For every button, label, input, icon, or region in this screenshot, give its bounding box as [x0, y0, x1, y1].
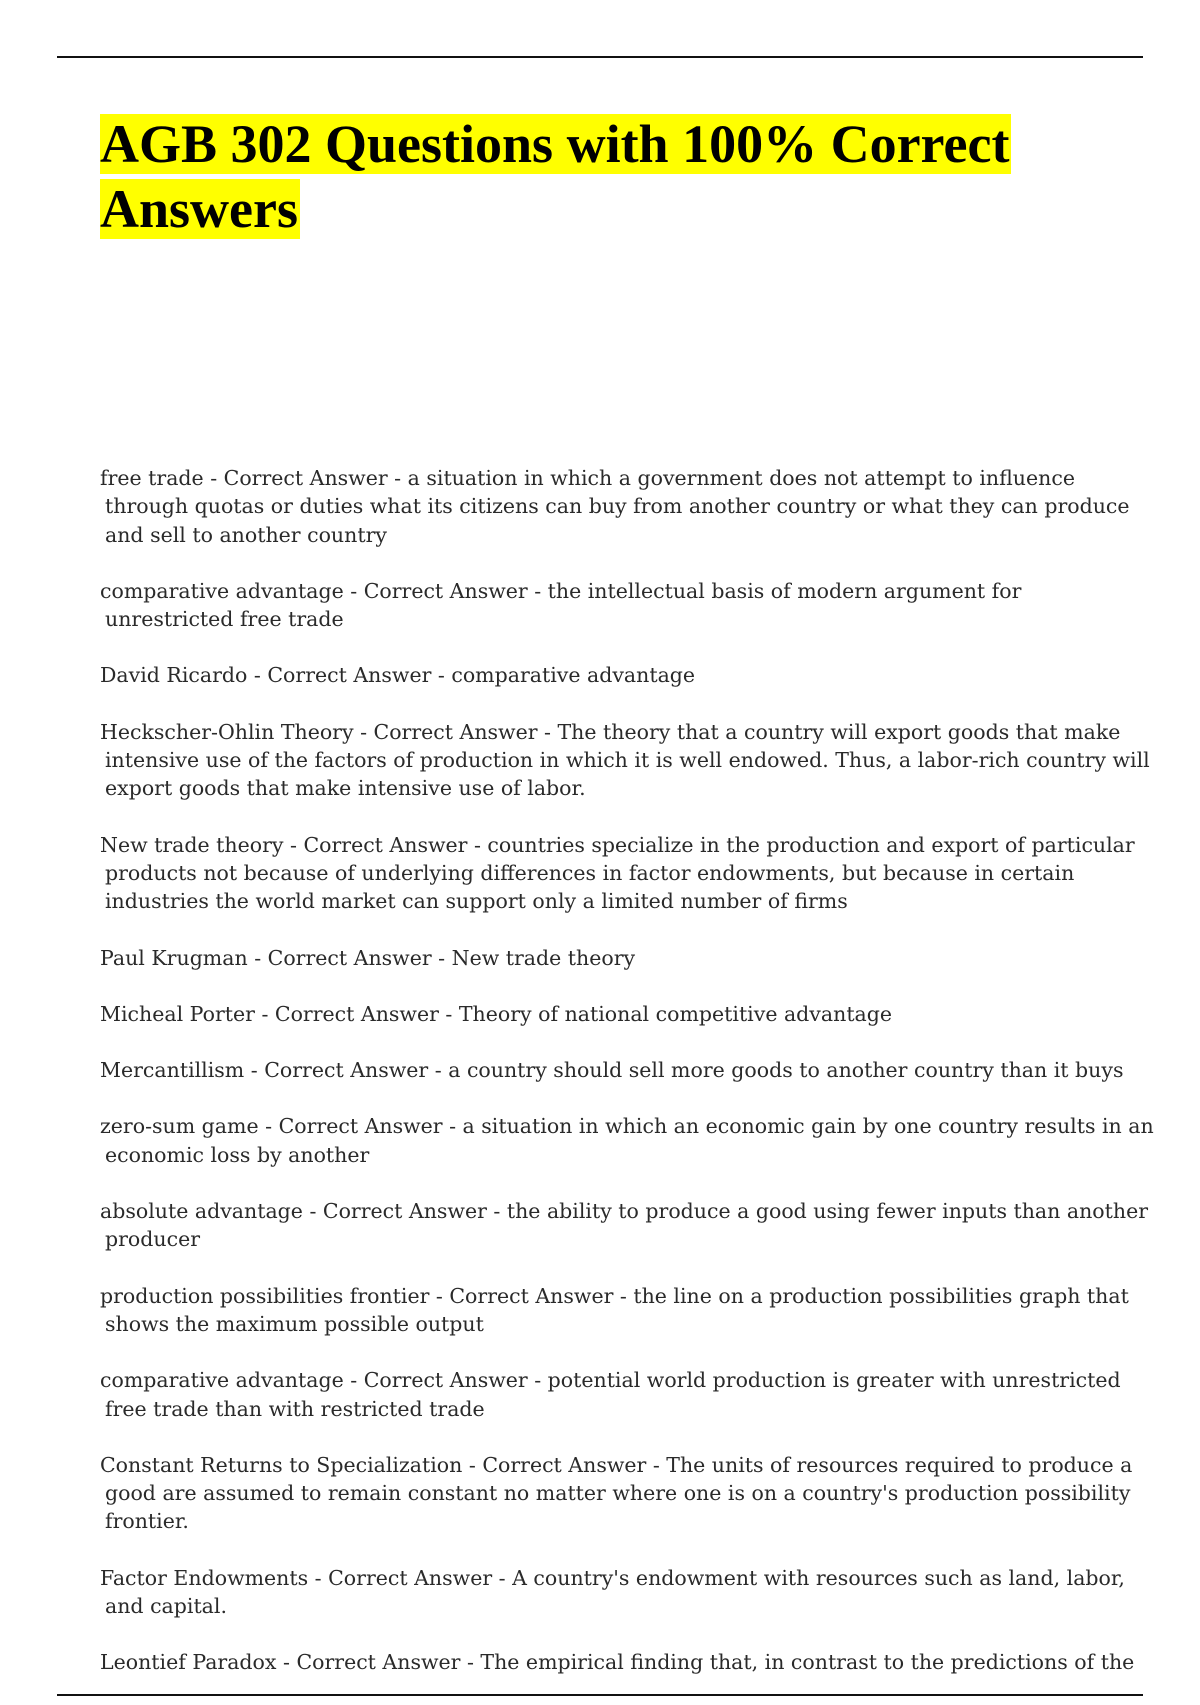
entry-answer-label: Correct Answer: [267, 945, 432, 970]
entry-separator: -: [431, 945, 452, 970]
list-item: [100, 944, 1156, 972]
entry-separator: -: [308, 1565, 329, 1590]
entry-definition: countries specialize in the production and export of particular products not because of underlying differences in factor endowments, but because in certain industries the world market can support only a limited number of firms: [105, 832, 1135, 914]
entry-list: [100, 464, 1156, 1705]
entry-term: free trade: [100, 466, 204, 490]
entry-separator: -: [462, 1452, 483, 1477]
bottom-rule: [57, 1694, 1143, 1696]
entry-definition: The units of resources required to produce a good are assumed to remain constant no matter where one is on a country's production possibility frontier.: [105, 1452, 1133, 1534]
entry-separator: -: [428, 1058, 449, 1083]
entry-term: comparative advantage: [100, 1368, 344, 1393]
entry-definition: the intellectual basis of modern argument for unrestricted free trade: [105, 578, 1022, 632]
entry-answer-label: Correct Answer: [449, 1283, 614, 1308]
entry-separator: -: [353, 719, 374, 744]
entry-separator: -: [492, 1565, 513, 1590]
list-item: [100, 1282, 1156, 1339]
entry-definition: comparative advantage: [451, 663, 696, 688]
list-item: [100, 577, 1156, 634]
entry-answer-label: Correct Answer: [482, 1452, 647, 1477]
entry-term: Heckscher-Ohlin Theory: [100, 719, 354, 744]
entry-answer-label: Correct Answer: [274, 1001, 439, 1026]
entry-term: New trade theory: [100, 832, 284, 857]
entry-separator: -: [258, 1114, 279, 1139]
list-item: [100, 1112, 1156, 1169]
document-title: [100, 112, 1100, 242]
list-item: [100, 1564, 1156, 1621]
list-item: [100, 1366, 1156, 1423]
list-item: [100, 661, 1156, 689]
entry-separator: -: [613, 1283, 634, 1308]
entry-definition: a country should sell more goods to another country than it buys: [448, 1058, 1124, 1083]
entry-definition: the line on a production possibilities graph that shows the maximum possible output: [105, 1283, 1129, 1336]
top-rule: [57, 56, 1143, 58]
entry-separator: -: [343, 578, 364, 603]
entry-answer-label: Correct Answer: [223, 466, 388, 490]
entry-term: Paul Krugman: [100, 945, 248, 970]
entry-term: zero-sum game: [100, 1114, 259, 1139]
entry-separator: -: [537, 719, 558, 744]
entry-definition: a situation in which an economic gain by one country results in an economic loss by another: [105, 1114, 1154, 1167]
list-item: [100, 1000, 1156, 1028]
entry-definition: the ability to produce a good using fewer inputs than another producer: [105, 1199, 1149, 1252]
entry-definition: A country's endowment with resources such as land, labor, and capital.: [105, 1565, 1125, 1619]
entry-answer-label: Correct Answer: [296, 1650, 461, 1675]
entry-definition: potential world production is greater with unrestricted free trade than with restricted trade: [105, 1368, 1121, 1421]
entry-separator: -: [283, 832, 304, 857]
entry-term: absolute advantage: [100, 1199, 303, 1224]
entry-term: Constant Returns to Specialization: [100, 1452, 463, 1477]
entry-separator: -: [527, 578, 548, 603]
list-item: [100, 1451, 1156, 1536]
entry-term: comparative advantage: [100, 578, 344, 603]
entry-separator: -: [467, 832, 488, 857]
list-item: [100, 464, 1156, 549]
entry-term: Leontief Paradox: [100, 1650, 277, 1675]
entry-separator: -: [431, 663, 452, 688]
entry-separator: -: [203, 466, 224, 490]
entry-separator: -: [527, 1368, 548, 1393]
entry-term: David Ricardo: [100, 663, 248, 688]
list-item: [100, 831, 1156, 916]
entry-answer-label: Correct Answer: [278, 1114, 443, 1139]
entry-separator: -: [387, 466, 408, 490]
entry-separator: -: [254, 1001, 275, 1026]
entry-answer-label: Correct Answer: [303, 832, 468, 857]
entry-answer-label: Correct Answer: [363, 578, 528, 603]
list-item: [100, 1056, 1156, 1084]
entry-definition: The empirical finding that, in contrast to the predictions of the: [480, 1650, 1135, 1675]
entry-answer-label: Correct Answer: [328, 1565, 493, 1590]
entry-answer-label: Correct Answer: [363, 1368, 528, 1393]
entry-separator: -: [247, 663, 268, 688]
entry-separator: -: [486, 1199, 507, 1224]
entry-term: Micheal Porter: [100, 1001, 255, 1026]
entry-definition: The theory that a country will export goods that make intensive use of the factors of production in which it is well endowed. Thus, a labor-rich country will export goods that make intensive use of labor.: [105, 719, 1150, 801]
entry-separator: -: [302, 1199, 323, 1224]
list-item: [100, 1648, 1156, 1676]
entry-separator: -: [442, 1114, 463, 1139]
entry-term: production possibilities frontier: [100, 1283, 430, 1308]
entry-definition: New trade theory: [451, 945, 636, 970]
entry-definition: Theory of national competitive advantage: [458, 1001, 893, 1026]
entry-separator: -: [247, 945, 268, 970]
entry-definition: a situation in which a government does not attempt to influence through quotas or duties what its citizens can buy from another country or what they can produce and sell to another country: [105, 466, 1130, 547]
list-item: [100, 718, 1156, 803]
entry-separator: -: [646, 1452, 667, 1477]
entry-answer-label: Correct Answer: [373, 719, 538, 744]
entry-separator: -: [438, 1001, 459, 1026]
entry-separator: -: [460, 1650, 481, 1675]
entry-separator: -: [343, 1368, 364, 1393]
entry-answer-label: Correct Answer: [264, 1058, 429, 1083]
entry-separator: -: [276, 1650, 297, 1675]
entry-separator: -: [244, 1058, 265, 1083]
entry-answer-label: Correct Answer: [322, 1199, 487, 1224]
entry-separator: -: [429, 1283, 450, 1308]
entry-term: Mercantillism: [100, 1058, 245, 1083]
entry-answer-label: Correct Answer: [267, 663, 432, 688]
entry-term: Factor Endowments: [100, 1565, 309, 1590]
title-highlight: AGB 302 Questions with 100% Correct Answers: [100, 114, 1010, 239]
list-item: [100, 1197, 1156, 1254]
